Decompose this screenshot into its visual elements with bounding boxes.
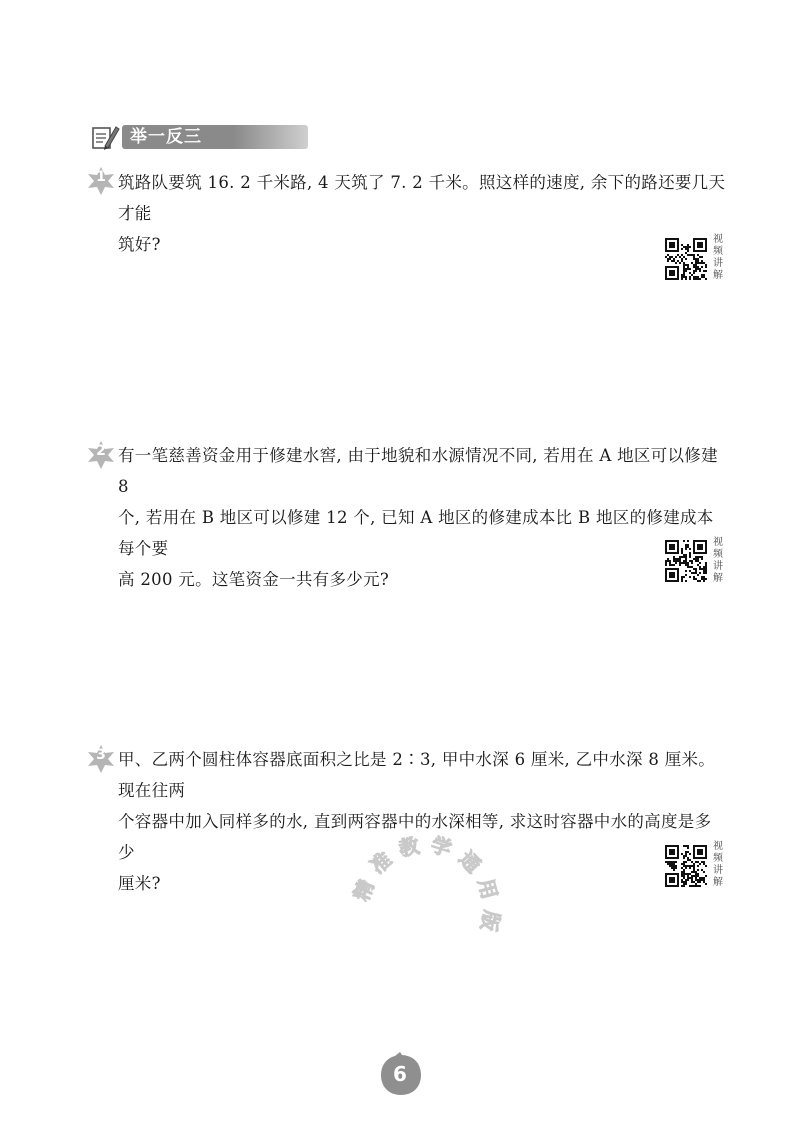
section-header — [86, 120, 236, 154]
question-line: 高 200 元。这笔资金一共有多少元? — [118, 570, 390, 589]
question-line: 甲、乙两个圆柱体容器底面积之比是 2∶3, 甲中水深 6 厘米, 乙中水深 8 厘米。现在往两 — [118, 750, 716, 800]
watermark-stamp — [346, 830, 506, 990]
question-line: 个容器中加入同样多的水, 直到两容器中的水深相等, 求这时容器中水的高度是多少 — [118, 812, 712, 862]
page-number-badge — [378, 1052, 424, 1098]
question-number-badge — [86, 440, 116, 470]
svg-text:精准教学通用版: 精准教学通用版 — [349, 831, 505, 943]
question-line: 筑好? — [118, 235, 161, 254]
question-number: 3 — [96, 747, 106, 763]
section-title: 举一反三 — [130, 127, 202, 147]
question-number: 1 — [96, 169, 106, 185]
qr-code-icon[interactable] — [665, 845, 707, 887]
question-line: 有一笔慈善资金用于修建水窖, 由于地貌和水源情况不同, 若用在 A 地区可以修建 8 — [118, 446, 718, 496]
question-line: 个, 若用在 B 地区可以修建 12 个, 已知 A 地区的修建成本比 B 地区的修建成本每个要 — [118, 508, 714, 558]
question-line: 筑路队要筑 16. 2 千米路, 4 天筑了 7. 2 千米。照这样的速度, 余下的路还要几天才能 — [118, 173, 726, 223]
question-text — [118, 440, 728, 595]
qr-code-icon[interactable] — [665, 540, 707, 582]
qr-code-icon[interactable] — [665, 238, 707, 280]
question-number: 2 — [96, 443, 106, 459]
question-text — [118, 167, 728, 260]
video-label: 视 频 讲 解 — [713, 537, 723, 584]
question-line: 厘米? — [118, 874, 161, 893]
question-number-badge — [86, 744, 116, 774]
question-number-badge — [86, 166, 116, 196]
page-number: 6 — [393, 1062, 407, 1086]
video-label: 视 频 讲 解 — [713, 234, 723, 281]
pencil-icon — [90, 122, 120, 152]
video-label: 视 频 讲 解 — [713, 841, 723, 888]
